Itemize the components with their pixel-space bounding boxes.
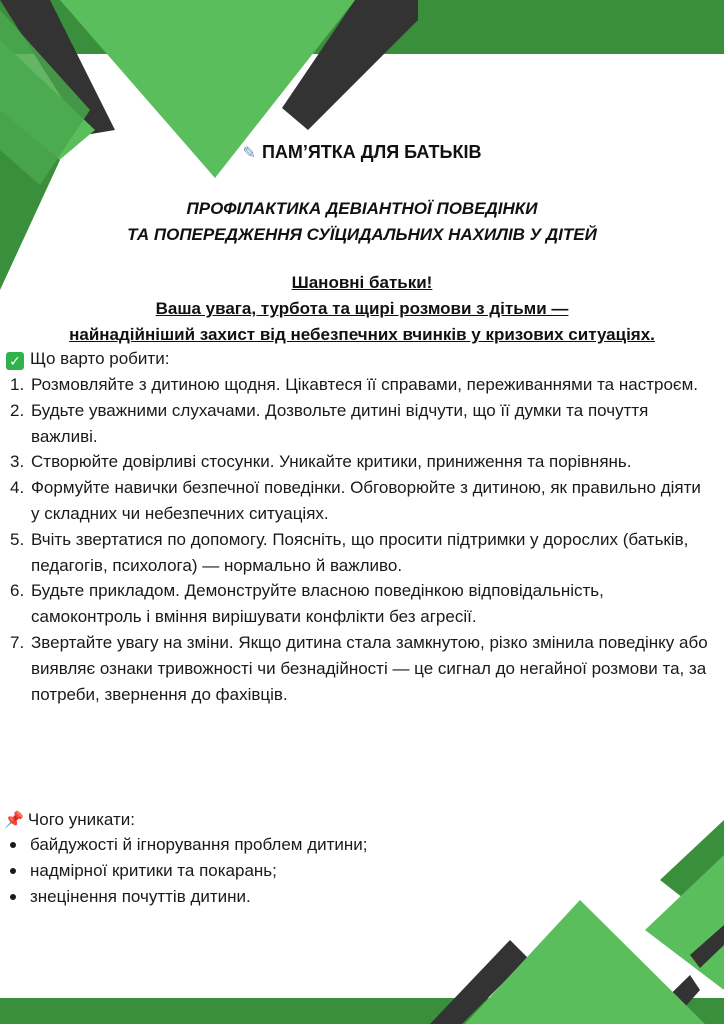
pen-icon: ✎	[242, 145, 256, 162]
todo-list	[10, 372, 710, 707]
page-title	[0, 142, 724, 163]
page-title-text: ПАМ’ЯТКА ДЛЯ БАТЬКІВ	[261, 142, 482, 162]
todo-heading-text: Що варто робити:	[30, 349, 170, 368]
item-text: Будьте прикладом. Демонструйте власною поведінкою відповідальність, самоконтроль і вміння вирішувати конфлікти без агресії.	[31, 581, 604, 627]
todo-heading	[6, 346, 169, 372]
item-text: Вчіть звертатися по допомогу. Поясніть, що просити підтримки у дорослих (батьків, педагогів, психолога) — нормально й важливо.	[31, 529, 689, 575]
item-text: Звертайте увагу на зміни. Якщо дитина стала замкнутою, різко змінила поведінку або виявляє ознаки тривожності чи безнадійності — це сигнал до негайної розмови та, за потреби, звернення до фахівців.	[31, 632, 708, 704]
pushpin-icon: 📌	[4, 812, 24, 829]
item-number: 3.	[10, 452, 25, 472]
item-text: Створюйте довірливі стосунки. Уникайте критики, приниження та порівнянь.	[31, 452, 632, 472]
avoid-heading	[4, 807, 135, 834]
list-item	[10, 475, 710, 527]
subtitle-line: ПРОФІЛАКТИКА ДЕВІАНТНОЇ ПОВЕДІНКИ	[186, 199, 538, 218]
subtitle-line: ТА ПОПЕРЕДЖЕННЯ СУЇЦИДАЛЬНИХ НАХИЛІВ У ДІТЕЙ	[127, 225, 597, 244]
greeting-line: найнадійніший захист від небезпечних вчинків у кризових ситуаціях.	[69, 325, 655, 344]
item-number: 4.	[10, 478, 25, 498]
avoid-list	[10, 832, 610, 910]
list-item	[10, 527, 710, 579]
list-item	[10, 398, 710, 450]
greeting-line: Шановні батьки!	[291, 273, 433, 292]
list-item	[10, 449, 710, 475]
item-number: 1.	[10, 375, 25, 394]
list-item	[10, 630, 710, 707]
bullet-item: знецінення почуттів дитини.	[10, 884, 610, 910]
list-item	[10, 578, 710, 630]
item-number: 6.	[10, 581, 25, 601]
item-number: 7.	[10, 632, 25, 652]
bullet-item: надмірної критики та покарань;	[10, 858, 610, 884]
greeting-block	[0, 270, 724, 348]
item-number: 5.	[10, 529, 25, 549]
checkmark-icon: ✓	[6, 352, 24, 370]
item-text: Будьте уважними слухачами. Дозвольте дитині відчути, що її думки та почуття важливі.	[31, 400, 649, 446]
item-text: Розмовляйте з дитиною щодня. Цікавтеся її справами, переживаннями та настроєм.	[31, 375, 698, 394]
greeting-line: Ваша увага, турбота та щирі розмови з дітьми —	[155, 299, 569, 318]
subtitle	[0, 196, 724, 248]
bullet-item: байдужості й ігнорування проблем дитини;	[10, 832, 610, 858]
list-item	[10, 372, 710, 398]
avoid-heading-text: Чого уникати:	[27, 810, 135, 829]
item-text: Формуйте навички безпечної поведінки. Обговорюйте з дитиною, як правильно діяти у складних чи небезпечних ситуаціях.	[31, 478, 701, 523]
item-number: 2.	[10, 400, 25, 420]
